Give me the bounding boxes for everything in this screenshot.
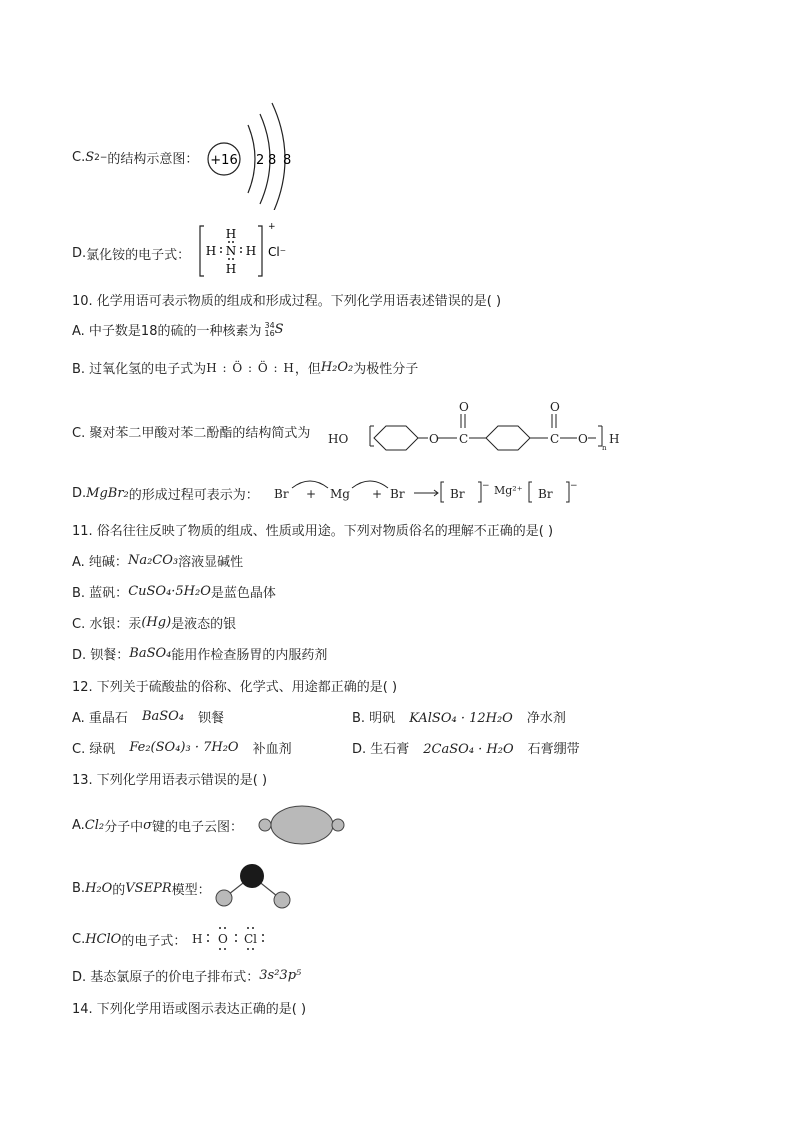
ammonium-chloride-electron-formula bbox=[196, 220, 296, 280]
mgbr2-formation-process bbox=[272, 476, 582, 508]
option-prefix: B. bbox=[72, 881, 86, 896]
option-prefix: C. bbox=[72, 150, 86, 165]
q12-option-a bbox=[72, 707, 224, 726]
q9-option-c bbox=[72, 148, 198, 167]
option-label: C. 水银：汞 bbox=[72, 617, 142, 632]
option-text: B. 过氧化氢的电子式为 bbox=[72, 362, 207, 377]
q13-option-c bbox=[72, 930, 186, 949]
carbonyl-carbon-2: C bbox=[550, 432, 560, 446]
ion-symbol: S bbox=[85, 150, 95, 165]
mass-number: 34 bbox=[264, 320, 275, 330]
formula: BaSO₄ bbox=[141, 709, 185, 724]
formula: Na₂CO₃ bbox=[127, 553, 179, 568]
cation-charge: + bbox=[268, 222, 276, 232]
option-prefix: C. bbox=[72, 932, 86, 947]
formula: Cl₂ bbox=[84, 818, 105, 833]
option-text-2: ，但 bbox=[294, 362, 321, 377]
formula: (Hg) bbox=[141, 615, 172, 630]
h-atom: H bbox=[192, 932, 203, 946]
q13-option-b bbox=[72, 879, 211, 898]
bromide-charge-2: − bbox=[570, 481, 578, 491]
q10-option-b bbox=[72, 358, 418, 377]
option-label: C. 绿矾 bbox=[72, 742, 116, 757]
formula: HClO bbox=[85, 932, 122, 947]
option-label: B. 明矾 bbox=[352, 711, 396, 726]
option-text: 的 bbox=[112, 883, 126, 898]
nuclide-symbol: S bbox=[274, 322, 284, 337]
option-text: 的电子式： bbox=[121, 934, 187, 949]
q14-stem: 14. 下列化学用语或图示表达正确的是( ) bbox=[72, 1002, 307, 1017]
ether-oxygen: O bbox=[429, 432, 439, 446]
sulfide-structure-diagram bbox=[200, 100, 310, 210]
plus-1: + bbox=[306, 487, 317, 501]
q10-option-d bbox=[72, 484, 259, 503]
q13-option-d bbox=[72, 966, 301, 985]
chloride-anion: Cl⁻ bbox=[268, 245, 287, 259]
vsepr-term: VSEPR bbox=[125, 881, 172, 896]
option-use: 补血剂 bbox=[252, 742, 292, 757]
q11-option-c bbox=[72, 613, 236, 632]
electron-configuration: 3s²3p⁵ bbox=[259, 968, 302, 983]
water-vsepr-model bbox=[206, 858, 296, 914]
ester-oxygen: O bbox=[578, 432, 588, 446]
option-label: D. 钡餐： bbox=[72, 648, 130, 663]
option-text: 是蓝色晶体 bbox=[210, 586, 276, 601]
q12-stem: 12. 下列关于硫酸盐的俗称、化学式、用途都正确的是( ) bbox=[72, 680, 398, 695]
q11-option-a bbox=[72, 551, 243, 570]
option-use: 石膏绷带 bbox=[527, 742, 580, 757]
option-text-2: 键的电子云图： bbox=[152, 820, 244, 835]
formula: 2CaSO₄ · H₂O bbox=[423, 742, 514, 757]
option-text: C. 聚对苯二甲酸对苯二酚酯的结构简式为 bbox=[72, 426, 311, 441]
option-text: D. 基态氯原子的价电子排布式： bbox=[72, 970, 260, 985]
bromide-charge-1: − bbox=[482, 481, 490, 491]
q11-option-d bbox=[72, 644, 327, 663]
q9-option-d bbox=[72, 244, 190, 263]
sigma-bond-electron-cloud bbox=[256, 804, 348, 846]
option-label: D. 生石膏 bbox=[352, 742, 410, 757]
shell-1-electrons: 2 bbox=[256, 153, 265, 168]
hclo-electron-formula bbox=[190, 924, 274, 952]
ion-charge: 2− bbox=[94, 152, 108, 163]
option-text-3: 为极性分子 bbox=[353, 362, 419, 377]
hydroxyl-end: HO bbox=[328, 432, 349, 446]
formula: KAlSO₄ · 12H₂O bbox=[409, 711, 513, 726]
q10-stem: 10. 化学用语可表示物质的组成和形成过程。下列化学用语表述错误的是( ) bbox=[72, 294, 502, 309]
option-text: 能用作检查肠胃的内服药剂 bbox=[171, 648, 328, 663]
formula: MgBr₂ bbox=[86, 486, 129, 501]
option-label: A. 重晶石 bbox=[72, 711, 128, 726]
nuclide-numbers bbox=[264, 322, 274, 338]
shell-3-electrons: 8 bbox=[283, 153, 292, 168]
carbonyl-carbon-1: C bbox=[459, 432, 469, 446]
mg-atom: Mg bbox=[330, 487, 350, 501]
carbonyl-oxygen-2: O bbox=[550, 400, 560, 414]
shell-2-electrons: 8 bbox=[268, 153, 277, 168]
polyester-structure bbox=[326, 396, 626, 458]
n-atom: N bbox=[225, 244, 237, 258]
option-use: 净水剂 bbox=[526, 711, 566, 726]
option-text: A. 中子数是18的硫的一种核素为 bbox=[72, 324, 262, 339]
nucleus-charge: +16 bbox=[210, 153, 238, 168]
q12-option-d bbox=[352, 738, 580, 757]
h-atom-right: H bbox=[245, 244, 257, 258]
option-prefix: D. bbox=[72, 486, 87, 501]
option-prefix: D. bbox=[72, 246, 87, 261]
h-atom-left: H bbox=[205, 244, 217, 258]
br-atom-1: Br bbox=[274, 487, 289, 501]
q13-option-a bbox=[72, 816, 243, 835]
option-text: 溶液显碱性 bbox=[178, 555, 244, 570]
q13-stem: 13. 下列化学用语表示错误的是( ) bbox=[72, 773, 268, 788]
option-text: 分子中 bbox=[104, 820, 144, 835]
cl-atom: Cl bbox=[244, 932, 258, 946]
option-text: 的形成过程可表示为： bbox=[128, 488, 259, 503]
sigma-symbol: σ bbox=[143, 818, 153, 833]
option-label: B. 蓝矾： bbox=[72, 586, 129, 601]
carbonyl-oxygen-1: O bbox=[459, 400, 469, 414]
h-atom-top: H bbox=[225, 227, 237, 241]
option-prefix: A. bbox=[72, 818, 85, 833]
q10-option-c bbox=[72, 422, 310, 441]
option-text: 是液态的银 bbox=[171, 617, 237, 632]
magnesium-ion: Mg²⁺ bbox=[494, 484, 523, 497]
plus-2: + bbox=[372, 487, 383, 501]
option-label: A. 纯碱： bbox=[72, 555, 128, 570]
o-atom: O bbox=[218, 932, 228, 946]
bromide-ion-2: Br bbox=[538, 487, 553, 501]
formula: Fe₂(SO₄)₃ · 7H₂O bbox=[129, 740, 239, 755]
option-text-2: 模型： bbox=[171, 883, 211, 898]
option-use: 钡餐 bbox=[198, 711, 225, 726]
hydrogen-end: H bbox=[609, 432, 620, 446]
q12-option-c bbox=[72, 738, 292, 757]
option-text: 的结构示意图： bbox=[107, 152, 199, 167]
option-text: 氯化铵的电子式： bbox=[86, 248, 191, 263]
formula: CuSO₄·5H₂O bbox=[128, 584, 211, 599]
q11-option-b bbox=[72, 582, 276, 601]
repeat-n: n bbox=[602, 444, 607, 452]
bromide-ion-1: Br bbox=[450, 487, 465, 501]
q10-option-a bbox=[72, 320, 284, 339]
q12-option-b bbox=[352, 707, 566, 726]
formula: BaSO₄ bbox=[129, 646, 172, 661]
q11-stem: 11. 俗名往往反映了物质的组成、性质或用途。下列对物质俗名的理解不正确的是( ) bbox=[72, 524, 554, 539]
h-atom-bottom: H bbox=[225, 262, 237, 276]
formula: H₂O bbox=[85, 881, 113, 896]
formula: H₂O₂ bbox=[320, 360, 354, 375]
peroxide-electron-formula: H : Ö : Ö : H bbox=[206, 360, 295, 375]
br-atom-2: Br bbox=[390, 487, 405, 501]
atomic-number: 16 bbox=[264, 328, 275, 338]
